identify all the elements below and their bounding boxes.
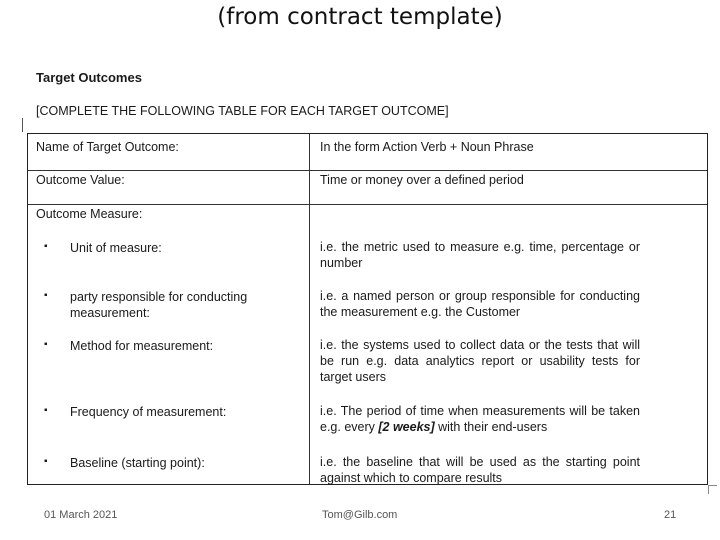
outcome-measure-label: Outcome Measure:: [36, 207, 143, 221]
party-responsible-value: i.e. a named person or group responsible for conducting the measurement e.g. the Customer: [320, 289, 640, 319]
outcome-value-value: Time or money over a defined period: [320, 173, 524, 187]
bullet-icon: ▪: [44, 405, 48, 416]
section-heading: Target Outcomes: [36, 70, 142, 85]
footer-date: 01 March 2021: [44, 509, 118, 521]
bracket-mark: [22, 118, 26, 132]
bullet-icon: ▪: [44, 290, 48, 301]
frequency-of-measurement-label: Frequency of measurement:: [70, 405, 227, 419]
unit-of-measure-label: Unit of measure:: [70, 241, 162, 255]
outcome-value-label: Outcome Value:: [36, 173, 125, 187]
bullet-icon: ▪: [44, 456, 48, 467]
footer-page-number: 21: [664, 509, 677, 521]
method-for-measurement-label: Method for measurement:: [70, 339, 214, 353]
frequency-of-measurement-value: [320, 403, 640, 435]
party-responsible-label: party responsible for conducting measurement:: [70, 290, 248, 320]
slide-title: (from contract template): [217, 4, 503, 30]
row-divider: [28, 204, 707, 205]
baseline-label: Baseline (starting point):: [70, 456, 205, 470]
method-for-measurement-value: i.e. the systems used to collect data or the tests that will be run e.g. data analytics report or usability tests for target users: [320, 338, 640, 384]
bullet-icon: ▪: [44, 241, 48, 252]
baseline-value: i.e. the baseline that will be used as the starting point against which to compare results: [320, 455, 640, 485]
target-outcome-table: [27, 133, 708, 485]
frequency-value-emphasis: [2 weeks]: [378, 420, 435, 434]
footer-email: Tom@Gilb.com: [322, 509, 398, 521]
corner-mark: [708, 485, 717, 494]
unit-of-measure-value: i.e. the metric used to measure e.g. time, percentage or number: [320, 240, 640, 270]
frequency-value-text-end: with their end-users: [434, 420, 548, 434]
name-of-target-outcome-value: In the form Action Verb + Noun Phrase: [320, 140, 534, 154]
bullet-icon: ▪: [44, 339, 48, 350]
column-divider: [309, 134, 310, 484]
name-of-target-outcome-label: Name of Target Outcome:: [36, 140, 179, 154]
frequency-value-text: i.e. The period of time when measurements will be taken e.g. every: [320, 404, 640, 434]
row-divider: [28, 170, 707, 171]
table-instruction: [COMPLETE THE FOLLOWING TABLE FOR EACH TARGET OUTCOME]: [36, 104, 449, 118]
